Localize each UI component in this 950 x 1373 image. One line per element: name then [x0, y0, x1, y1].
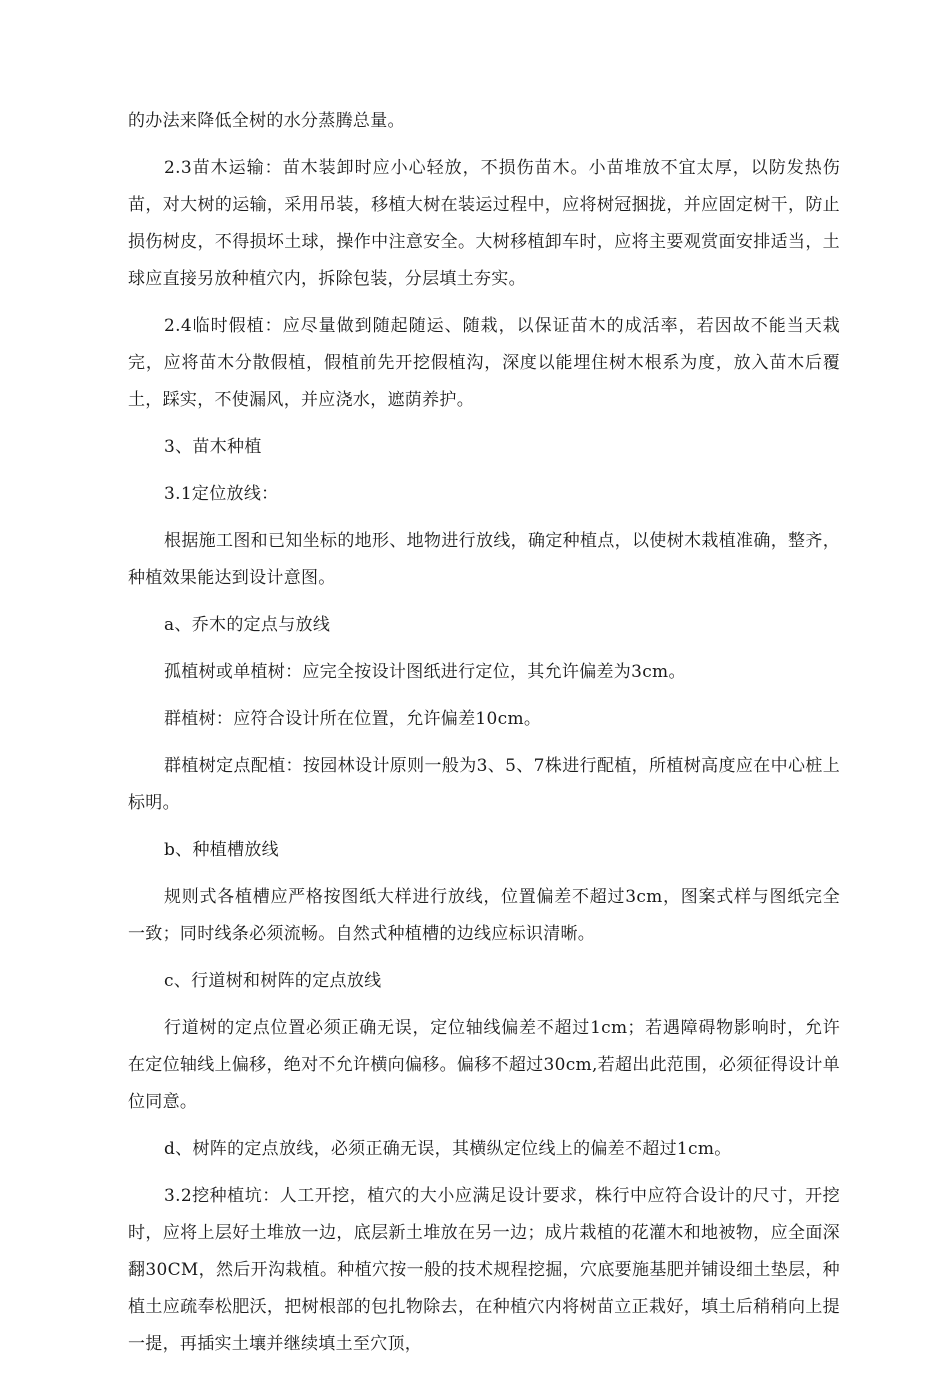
- paragraph-2: 2.4临时假植：应尽量做到随起随运、随栽，以保证苗木的成活率，若因故不能当天栽完，应将苗木分散假植，假植前先开挖假植沟，深度以能埋住树木根系为度，放入苗木后覆土，踩实，不使漏风，并应浇水，遮荫养护。: [128, 316, 840, 410]
- paragraph-15: 3.2挖种植坑：人工开挖，植穴的大小应满足设计要求，株行中应符合设计的尺寸，开挖时，应将上层好土堆放一边，底层新土堆放在另一边；成片栽植的花灌木和地被物，应全面深翻30CM，然后开沟栽植。种植穴按一般的技术规程挖掘，穴底要施基肥并铺设细土垫层，种植土应疏奉松肥沃，把树根部的包扎物除去，在种植穴内将树苗立正栽好，填土后稍稍向上提一提，再插实土壤并继续填土至穴顶，: [128, 1186, 840, 1354]
- subheading-b: b、种植槽放线: [164, 840, 279, 860]
- paragraph-13: 行道树的定点位置必须正确无误，定位轴线偏差不超过1cm；若遇障碍物影响时，允许在定位轴线上偏移，绝对不允许横向偏移。偏移不超过30cm,若超出此范围，必须征得设计单位同意。: [128, 1018, 840, 1112]
- paragraph-0: 的办法来降低全树的水分蒸腾总量。: [128, 111, 405, 131]
- paragraph-11: 规则式各植槽应严格按图纸大样进行放线，位置偏差不超过3cm，图案式样与图纸完全一致；同时线条必须流畅。自然式种植槽的边线应标识清晰。: [128, 887, 840, 944]
- subheading-c: c、行道树和树阵的定点放线: [164, 971, 382, 991]
- paragraph-8: 群植树：应符合设计所在位置，允许偏差10cm。: [164, 709, 542, 729]
- document-body: [128, 103, 840, 1373]
- subheading-a: a、乔木的定点与放线: [164, 615, 331, 635]
- paragraph-9: 群植树定点配植：按园林设计原则一般为3、5、7株进行配植，所植树高度应在中心桩上标明。: [128, 756, 840, 813]
- subheading-3-1: 3.1定位放线：: [164, 484, 279, 504]
- paragraph-5: 根据施工图和已知坐标的地形、地物进行放线，确定种植点，以使树木栽植准确，整齐，种植效果能达到设计意图。: [128, 531, 840, 588]
- paragraph-1: 2.3苗木运输：苗木装卸时应小心轻放，不损伤苗木。小苗堆放不宜太厚，以防发热伤苗，对大树的运输，采用吊装，移植大树在装运过程中，应将树冠捆拢，并应固定树干，防止损伤树皮，不得损坏土球，操作中注意安全。大树移植卸车时，应将主要观赏面安排适当，土球应直接另放种植穴内，拆除包装，分层填土夯实。: [128, 158, 840, 289]
- section-heading-3: 3、苗木种植: [164, 437, 262, 457]
- paragraph-7: 孤植树或单植树：应完全按设计图纸进行定位，其允许偏差为3cm。: [164, 662, 686, 682]
- paragraph-14: d、树阵的定点放线，必须正确无误，其横纵定位线上的偏差不超过1cm。: [164, 1139, 732, 1159]
